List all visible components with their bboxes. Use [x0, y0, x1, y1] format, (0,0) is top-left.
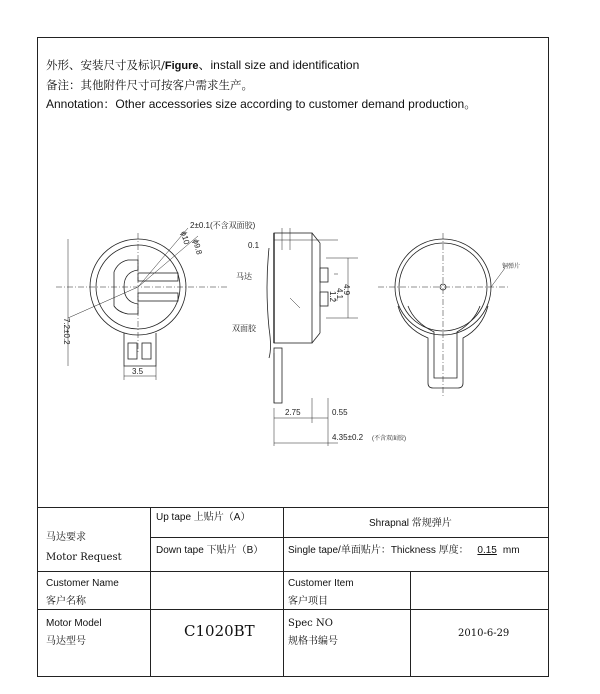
up-tape-label: Up tape 上贴片（A）	[156, 512, 251, 523]
rear-view	[378, 233, 508, 398]
single-tape-thickness: Single tape/单面贴片：Thickness 厚度： 0.15 mm	[288, 545, 520, 556]
label-spring: 铜弹片	[502, 264, 521, 270]
label-motor: 马达	[236, 272, 252, 281]
down-tape-label: Down tape 下贴片（B）	[156, 545, 264, 556]
dim-phi10: ϕ10	[179, 230, 192, 246]
dim-4-35-note: (不含双面胶)	[372, 436, 406, 442]
spec-table	[38, 507, 548, 677]
note-annotation: Annotation：Other accessories size according to customer demand production。	[46, 97, 477, 111]
customer-name-cn: 客户名称	[46, 596, 86, 607]
shrapnal-label: Shrapnal 常规弹片	[369, 518, 452, 529]
dim-4-1: 4.1	[335, 288, 344, 300]
thickness-value: 0.15	[477, 545, 497, 556]
dim-2: 2±0.1(不含双面胶)	[190, 221, 256, 230]
dim-4-9: 4.9	[342, 284, 351, 296]
notes-block	[46, 56, 476, 114]
spec-no-en: Spec NO	[288, 618, 333, 629]
spec-no-cn: 规格书编号	[288, 636, 338, 647]
dim-4-35: 4.35±0.2	[332, 433, 364, 442]
customer-item-en: Customer Item	[288, 578, 354, 589]
spec-sheet	[37, 37, 549, 677]
label-tape: 双面胶	[232, 324, 256, 333]
note-cn-remark: 备注：其他附件尺寸可按客户需求生产。	[46, 78, 253, 92]
technical-drawing	[38, 188, 548, 458]
motor-model-cn: 马达型号	[46, 636, 86, 647]
dim-7-2: 7.2±0.2	[62, 318, 71, 345]
note-figure-title: 外形、安装尺寸及标识/Figure、install size and identification	[46, 58, 360, 72]
spec-date: 2010-6-29	[458, 628, 510, 639]
customer-name-en: Customer Name	[46, 578, 119, 589]
customer-item-cn: 客户项目	[288, 596, 328, 607]
motor-model-value: C1020BT	[184, 622, 255, 640]
motor-request-cn: 马达要求	[46, 532, 86, 543]
dim-2-75: 2.75	[285, 408, 301, 417]
dim-3-5: 3.5	[132, 367, 144, 376]
dim-1-2: 1.2	[328, 291, 337, 303]
dim-0-55: 0.55	[332, 408, 348, 417]
motor-model-en: Motor Model	[46, 618, 102, 629]
dim-0-1: 0.1	[248, 241, 260, 250]
motor-request-en: Motor Request	[46, 552, 122, 563]
dim-phi9-8: ϕ9.8	[191, 238, 204, 256]
